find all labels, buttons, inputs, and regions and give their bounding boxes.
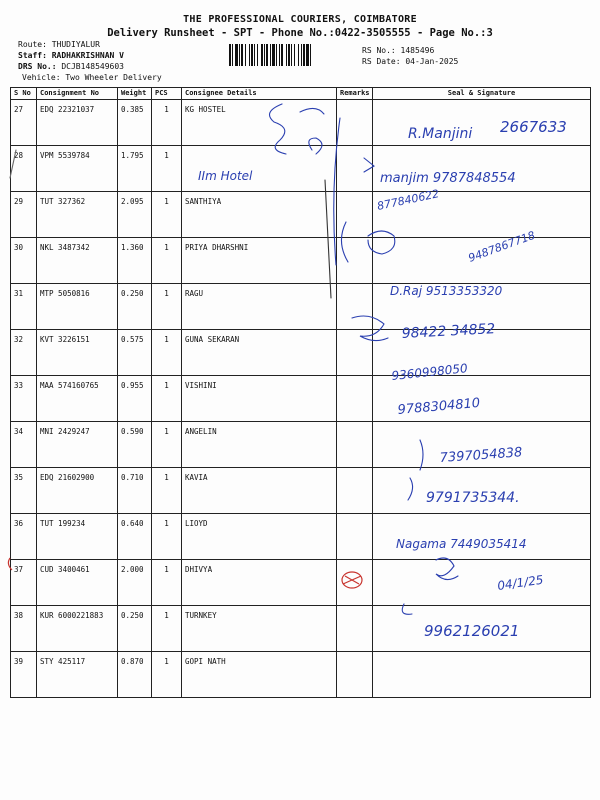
- vehicle-line: [22, 73, 162, 83]
- cell-consignee: GUNA SEKARAN: [182, 330, 337, 376]
- signature-row-27: R.Manjini: [408, 126, 473, 142]
- company-name: THE PROFESSIONAL COURIERS, COIMBATORE: [183, 14, 417, 25]
- rs-no-line: [362, 46, 434, 56]
- cell-remarks: [337, 422, 373, 468]
- table-row: [11, 146, 591, 192]
- col-header-weight: Weight: [118, 88, 152, 100]
- cell-pcs: 1: [152, 514, 182, 560]
- cell-sno: 35: [11, 468, 37, 514]
- cell-remarks: [337, 284, 373, 330]
- cell-sno: 28: [11, 146, 37, 192]
- cell-sno: 39: [11, 652, 37, 698]
- cell-signature: [373, 468, 591, 514]
- cell-pcs: 1: [152, 100, 182, 146]
- cell-remarks: [337, 376, 373, 422]
- cell-signature: [373, 284, 591, 330]
- handwritten-phone-37: Nagama 7449035414: [396, 537, 527, 551]
- cell-weight: 0.250: [118, 284, 152, 330]
- cell-remarks: [337, 606, 373, 652]
- cell-sno: 30: [11, 238, 37, 284]
- cell-weight: 0.590: [118, 422, 152, 468]
- handwritten-phone-35: 7397054838: [439, 445, 523, 466]
- handwritten-phone-39: 9962126021: [424, 622, 520, 640]
- cell-signature: [373, 146, 591, 192]
- handwritten-phone-28: manjim 9787848554: [380, 171, 516, 186]
- drs-value: DCJB148549603: [61, 62, 124, 71]
- rs-date-line: [362, 57, 458, 67]
- rs-no-label: RS No.:: [362, 46, 396, 55]
- cell-weight: 1.795: [118, 146, 152, 192]
- cell-consignment-no: KVT 3226151: [37, 330, 118, 376]
- cell-weight: 0.640: [118, 514, 152, 560]
- cell-consignee: RAGU: [182, 284, 337, 330]
- cell-weight: 0.385: [118, 100, 152, 146]
- cell-consignee: [182, 146, 337, 192]
- cell-consignee: DHIVYA: [182, 560, 337, 606]
- col-header-consignment: Consignment No: [37, 88, 118, 100]
- cell-signature: [373, 652, 591, 698]
- table-row: [11, 468, 591, 514]
- cell-sno: 38: [11, 606, 37, 652]
- cell-signature: [373, 560, 591, 606]
- cell-consignment-no: STY 425117: [37, 652, 118, 698]
- cell-pcs: 1: [152, 468, 182, 514]
- vehicle-label: Vehicle:: [22, 73, 61, 82]
- table-row: [11, 514, 591, 560]
- cell-remarks: [337, 192, 373, 238]
- cell-remarks: [337, 238, 373, 284]
- cell-remarks: [337, 100, 373, 146]
- handwritten-phone-30: 9487867718: [466, 228, 537, 265]
- drs-label: DRS No.:: [18, 62, 57, 71]
- cell-consignee: GOPI NATH: [182, 652, 337, 698]
- cell-sno: 37: [11, 560, 37, 606]
- handwritten-phone-31: D.Raj 9513353320: [390, 284, 503, 298]
- rs-date-label: RS Date:: [362, 57, 401, 66]
- barcode-bar: [311, 44, 313, 66]
- handwritten-phone-36: 9791735344.: [426, 490, 520, 506]
- cell-pcs: 1: [152, 238, 182, 284]
- cell-pcs: 1: [152, 652, 182, 698]
- barcode: [229, 44, 355, 66]
- table-row: [11, 330, 591, 376]
- col-header-signature: Seal & Signature: [373, 88, 591, 100]
- col-header-pcs: PCS: [152, 88, 182, 100]
- cell-pcs: 1: [152, 284, 182, 330]
- runsheet-title: Delivery Runsheet - SPT - Phone No.:0422-3505555 - Page No.:3: [107, 27, 493, 39]
- table-row: [11, 560, 591, 606]
- cell-signature: [373, 192, 591, 238]
- cell-signature: [373, 100, 591, 146]
- table-row: [11, 422, 591, 468]
- cell-consignment-no: VPM 5539784: [37, 146, 118, 192]
- cell-signature: [373, 238, 591, 284]
- col-header-sno: S No: [11, 88, 37, 100]
- cell-sno: 34: [11, 422, 37, 468]
- cell-consignment-no: MNI 2429247: [37, 422, 118, 468]
- cell-consignment-no: TUT 327362: [37, 192, 118, 238]
- cell-sno: 36: [11, 514, 37, 560]
- handwritten-phone-33: 9360998050: [390, 361, 469, 383]
- table-row: [11, 652, 591, 698]
- runsheet-table: [10, 87, 591, 698]
- cell-consignee: VISHINI: [182, 376, 337, 422]
- cell-remarks: [337, 652, 373, 698]
- vehicle-value: Two Wheeler Delivery: [65, 73, 162, 82]
- cell-consignment-no: TUT 199234: [37, 514, 118, 560]
- cell-weight: 0.710: [118, 468, 152, 514]
- cell-consignee: LIOYD: [182, 514, 337, 560]
- route-label: Route:: [18, 40, 47, 49]
- cell-signature: [373, 422, 591, 468]
- cell-consignment-no: MAA 574160765: [37, 376, 118, 422]
- cell-pcs: 1: [152, 560, 182, 606]
- handwritten-phone-32: 98422 34852: [401, 321, 496, 342]
- cell-consignee: SANTHIYA: [182, 192, 337, 238]
- cell-remarks: [337, 514, 373, 560]
- table-row: [11, 238, 591, 284]
- cell-pcs: 1: [152, 146, 182, 192]
- cell-weight: 0.250: [118, 606, 152, 652]
- cell-signature: [373, 514, 591, 560]
- cell-consignment-no: EDQ 22321037: [37, 100, 118, 146]
- handwritten-phone-34: 9788304810: [397, 395, 481, 418]
- rs-no-value: 1485496: [400, 46, 435, 55]
- cell-signature: [373, 606, 591, 652]
- handwritten-date-38: 04/1/25: [496, 572, 545, 593]
- cell-consignment-no: MTP 5050816: [37, 284, 118, 330]
- cell-weight: 0.870: [118, 652, 152, 698]
- cell-consignee: KAVIA: [182, 468, 337, 514]
- cell-consignee: KG HOSTEL: [182, 100, 337, 146]
- cell-sno: 27: [11, 100, 37, 146]
- table-row: [11, 100, 591, 146]
- route-value: THUDIYALUR: [51, 40, 100, 49]
- cell-sno: 31: [11, 284, 37, 330]
- cell-remarks: [337, 330, 373, 376]
- table-row: [11, 376, 591, 422]
- cell-sno: 33: [11, 376, 37, 422]
- cell-signature: [373, 376, 591, 422]
- cell-weight: 0.955: [118, 376, 152, 422]
- cell-consignee: TURNKEY: [182, 606, 337, 652]
- cell-weight: 0.575: [118, 330, 152, 376]
- cell-weight: 2.000: [118, 560, 152, 606]
- handwritten-phone-29: 877840622: [375, 187, 441, 213]
- drs-line: [18, 62, 124, 72]
- cell-remarks: [337, 560, 373, 606]
- col-header-consignee: Consignee Details: [182, 88, 337, 100]
- cell-pcs: 1: [152, 330, 182, 376]
- cell-remarks: [337, 468, 373, 514]
- staff-label: Staff:: [18, 51, 47, 60]
- route-line: [18, 40, 100, 50]
- handwritten-note-28: IIm Hotel: [198, 169, 253, 183]
- cell-pcs: 1: [152, 422, 182, 468]
- cell-consignee: PRIYA DHARSHNI: [182, 238, 337, 284]
- cell-signature: [373, 330, 591, 376]
- cell-consignment-no: EDQ 21602900: [37, 468, 118, 514]
- table-header-row: [11, 88, 591, 100]
- handwritten-phone-27: 2667633: [500, 118, 567, 136]
- table-row: [11, 192, 591, 238]
- col-header-remarks: Remarks: [337, 88, 373, 100]
- cell-weight: 2.095: [118, 192, 152, 238]
- cell-pcs: 1: [152, 606, 182, 652]
- staff-line: [18, 51, 124, 61]
- cell-remarks: [337, 146, 373, 192]
- table-row: [11, 284, 591, 330]
- cell-pcs: 1: [152, 376, 182, 422]
- staff-value: RADHAKRISHNAN V: [51, 51, 124, 60]
- cell-weight: 1.360: [118, 238, 152, 284]
- cell-consignment-no: KUR 6000221883: [37, 606, 118, 652]
- table-row: [11, 606, 591, 652]
- cell-consignment-no: NKL 3487342: [37, 238, 118, 284]
- cell-consignee: ANGELIN: [182, 422, 337, 468]
- cell-pcs: 1: [152, 192, 182, 238]
- cell-sno: 32: [11, 330, 37, 376]
- rs-date-value: 04-Jan-2025: [405, 57, 459, 66]
- cell-consignment-no: CUD 3400461: [37, 560, 118, 606]
- cell-sno: 29: [11, 192, 37, 238]
